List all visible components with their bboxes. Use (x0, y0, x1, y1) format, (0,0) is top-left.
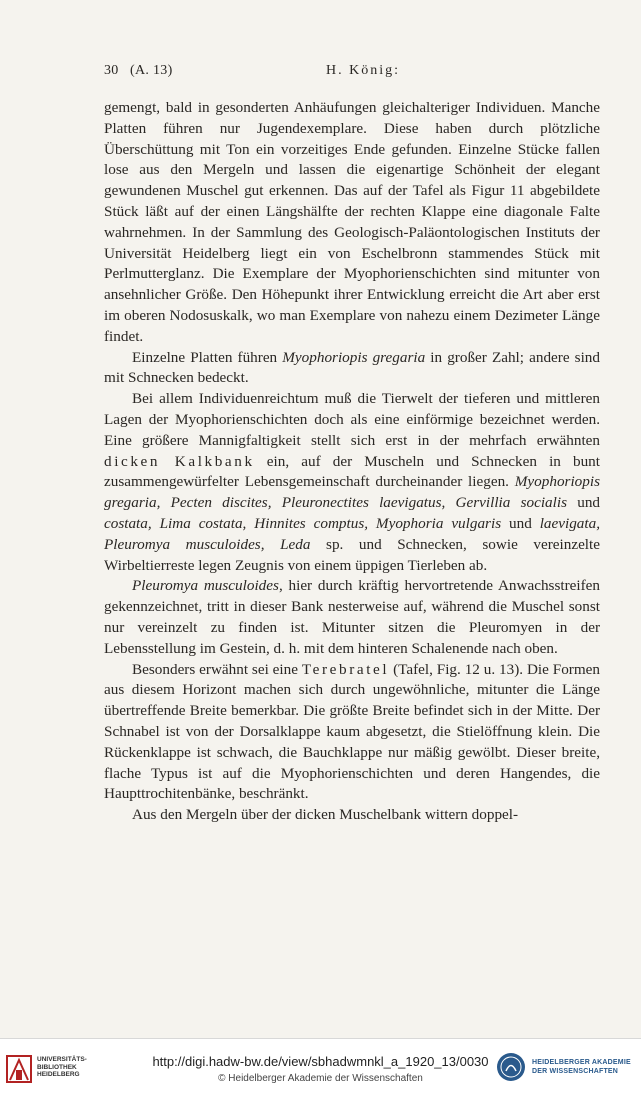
text-run: in großer Zahl; andere sind mit Schnecken bedeckt. (104, 348, 600, 387)
text-run: und (501, 514, 540, 532)
paragraph (104, 576, 600, 659)
text-run: sp. und Schnecken, sowie vereinzelte Wirbeltierreste legen Zeugnis von einem üppigen Tierleben ab. (104, 535, 600, 574)
academy-name: HEIDELBERGER AKADEMIE DER WISSENSCHAFTEN (532, 1059, 631, 1075)
italic-taxon: Myophoriopis gregaria (282, 348, 426, 366)
spaced-emphasis: dicken Kalkbank (104, 452, 255, 470)
body-text (104, 98, 600, 826)
document-url[interactable]: http://digi.hadw-bw.de/view/sbhadwmnkl_a_1920_13/0030 (152, 1054, 489, 1069)
text-run: und (567, 494, 600, 512)
running-title: H. König: (326, 63, 400, 78)
text-run: gemengt, bald in gesonderten Anhäufungen gleichalteriger Individuen. Manche Platten führen nur Jugendexemplare. Diese haben durch plötzliche Überschüttung mit Ton ein vorzeitiges Ende gefunden. Einzelne Stücke fallen lose aus den Mergeln und lassen die eigenartige Schönheit der elegant gewundenen Muschel gut erkennen. Das auf der Tafel als Figur 11 abgebildete Stück läßt auf der einen Längshälfte der rechten Klappe eine diagonale Falte wahrnehmen. In der Sammlung des Geologisch-Paläontologischen Instituts der Universität Heidelberg liegt ein von Eschelbronn stammendes Stück mit Perlmutterglanz. Die Exemplare der Myophorienschichten sind mitunter von ansehnlicher Größe. Den Höhepunkt ihrer Entwicklung erreicht die Art aber erst im oberen Nodosuskalk, wo man Exemplare von nahezu einem Dezimeter Länge findet. (104, 99, 600, 345)
paragraph (104, 660, 600, 806)
italic-taxon: costata, Lima costata, Hinnites comptus, Myophoria vulgaris (104, 514, 502, 532)
italic-taxon: laevigata, Pleuromya musculoides, Leda (104, 514, 600, 553)
paragraph (104, 389, 600, 576)
academy-seal-icon (496, 1052, 526, 1082)
paragraph (104, 98, 600, 348)
text-run: Aus den Mergeln über der dicken Muschelbank wittern doppel- (132, 806, 519, 824)
italic-taxon: Pleuromya musculoides (132, 577, 279, 595)
text-run: Besonders erwähnt sei eine (132, 660, 302, 678)
university-library-label: UNIVERSITÄTS- BIBLIOTHEK HEIDELBERG (37, 1056, 87, 1078)
italic-taxon: Myophoriopis gregaria, Pecten discites, Pleuronectites laevigatus, Gervillia socialis (104, 473, 600, 512)
paragraph (104, 348, 600, 390)
paragraph (104, 805, 600, 826)
text-run: Bei allem Individuenreichtum muß die Tierwelt der tieferen und mittleren Lagen der Myophorienschichten doch als eine einförmige bezeichnet werden. Eine größere Mannigfaltigkeit stellt sich erst in der mehrfach erwähnten (104, 390, 600, 449)
spaced-emphasis: Terebratel (301, 660, 390, 678)
copyright-notice: © Heidelberger Akademie der Wissenschaften (218, 1073, 423, 1084)
text-run: Einzelne Platten führen (132, 348, 283, 366)
text-run: ein, auf der Muscheln und Schnecken in bunt zusammengewürfelter Lebensgemeinschaft durcheinander liegen. (104, 452, 601, 491)
text-run: (Tafel, Fig. 12 u. 13). Die Formen aus diesem Horizont machen sich durch ungewöhnliche, mitunter die Länge übertreffende Breite bemerkbar. Die größte Breite befindet sich in der Mitte. Der Schnabel ist von der Dorsalklappe kaum abgesetzt, die Stielöffnung klein. Die Rückenklappe ist schwach, die Bauchklappe nur mäßig gewölbt. Dieser breite, flache Typus ist auf die Myophorienschichten und deren Hangendes, die Haupttrochitenbänke, beschränkt. (104, 660, 600, 803)
page-number: 30 (A. 13) (104, 63, 173, 78)
text-run: , hier durch kräftig hervortretende Anwachsstreifen gekennzeichnet, tritt in dieser Bank nesterweise auf, während die Muschel sonst nur vereinzelt zu finden ist. Mitunter sitzen die Pleuromyen in der Lebensstellung im Gestein, d. h. mit dem hinteren Schalenende nach oben. (104, 577, 600, 657)
footer-bar (0, 1038, 641, 1095)
